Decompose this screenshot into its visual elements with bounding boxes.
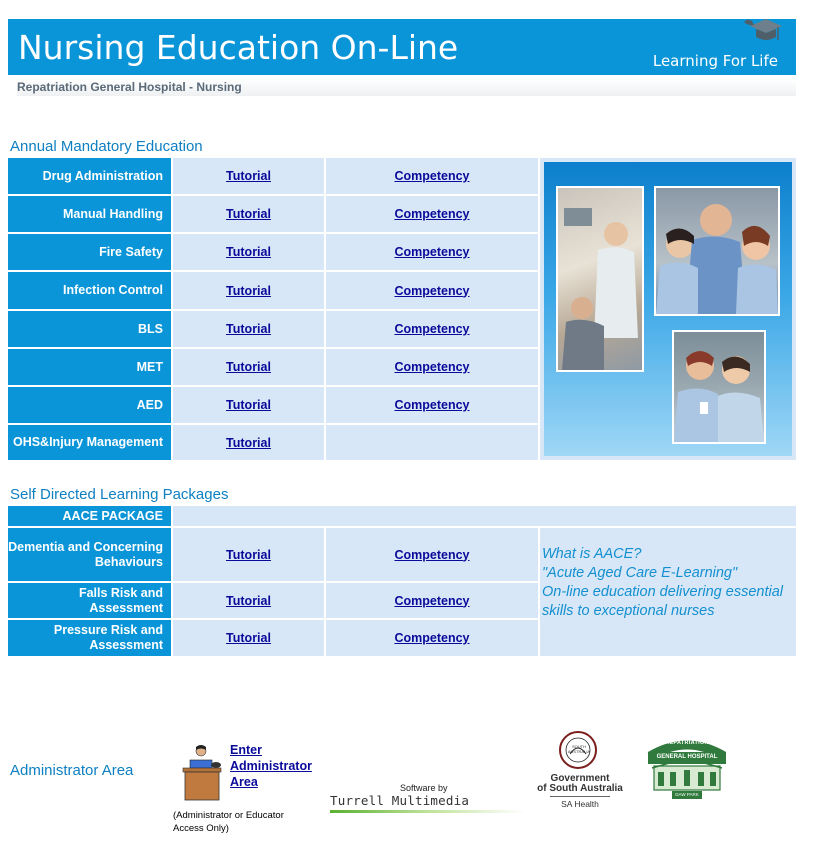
- competency-cell: [326, 349, 538, 385]
- tutorial-link-fire-safety[interactable]: Tutorial: [226, 245, 271, 259]
- row-label-fire-safety: Fire Safety: [8, 234, 171, 270]
- vendor-underline: [330, 810, 525, 813]
- aace-expansion: "Acute Aged Care E-Learning": [542, 565, 738, 581]
- tutorial-link-drug-administration[interactable]: Tutorial: [226, 169, 271, 183]
- nurse-with-patient-photo: [556, 186, 644, 372]
- tutorial-cell: [173, 528, 324, 581]
- competency-link-dementia[interactable]: Competency: [394, 547, 470, 562]
- gov-line-1: Government: [550, 773, 610, 784]
- gov-divider: [550, 796, 610, 797]
- tutorial-link-met[interactable]: Tutorial: [226, 360, 271, 374]
- competency-cell: [326, 234, 538, 270]
- nursing-team-photo: [654, 186, 780, 316]
- row-label-aed: AED: [8, 387, 171, 423]
- photo-collage-panel: [540, 158, 796, 460]
- gov-line-3: SA Health: [561, 799, 599, 809]
- enter-administrator-area-link[interactable]: Enter Administrator Area: [230, 743, 312, 789]
- administrator-area-heading: Administrator Area: [10, 762, 134, 779]
- site-title: Nursing Education On-Line: [18, 28, 459, 67]
- competency-cell: [326, 583, 538, 618]
- sa-seal-text: SOUTH AUSTRALIA: [567, 744, 591, 754]
- row-label-manual-handling: Manual Handling: [8, 196, 171, 232]
- competency-link-met[interactable]: Competency: [394, 360, 470, 374]
- row-label-bls: BLS: [8, 311, 171, 347]
- competency-cell: [326, 196, 538, 232]
- row-label-ohs-injury-management: OHS&Injury Management: [8, 425, 171, 460]
- tutorial-cell: [173, 234, 324, 270]
- rgh-top-text: REPATRIATION: [665, 740, 709, 746]
- tutorial-cell: [173, 387, 324, 423]
- tutorial-link-ohs-injury-management[interactable]: Tutorial: [226, 435, 271, 450]
- site-tagline: Learning For Life: [652, 52, 778, 70]
- tutorial-link-aed[interactable]: Tutorial: [226, 398, 271, 412]
- graduation-cap-icon: [742, 16, 784, 52]
- turrell-multimedia-logo: [330, 783, 530, 815]
- competency-link-bls[interactable]: Competency: [394, 322, 470, 336]
- row-label-falls-risk: Falls Risk and Assessment: [8, 583, 171, 618]
- annual-mandatory-heading: Annual Mandatory Education: [10, 138, 203, 155]
- competency-link-fire-safety[interactable]: Competency: [394, 245, 470, 259]
- header-banner: [8, 19, 796, 75]
- aace-package-label: AACE PACKAGE: [8, 506, 171, 526]
- tutorial-link-bls[interactable]: Tutorial: [226, 322, 271, 336]
- tutorial-cell: [173, 272, 324, 309]
- competency-cell: [326, 311, 538, 347]
- competency-cell: [326, 158, 538, 194]
- row-label-dementia: Dementia and Concerning Behaviours: [8, 528, 171, 581]
- aace-package-bar: [173, 506, 796, 526]
- tutorial-link-manual-handling[interactable]: Tutorial: [226, 207, 271, 221]
- vendor-name: Turrell Multimedia: [330, 793, 470, 808]
- competency-link-aed[interactable]: Competency: [394, 398, 470, 412]
- tutorial-cell: [173, 311, 324, 347]
- competency-cell: [326, 387, 538, 423]
- tutorial-link-pressure-risk[interactable]: Tutorial: [226, 631, 271, 645]
- rgh-bottom-text: DAW PARK: [675, 792, 699, 797]
- tutorial-cell: [173, 620, 324, 656]
- empty-competency-cell: [326, 425, 538, 460]
- software-by-label: Software by: [400, 783, 448, 793]
- row-label-pressure-risk: Pressure Risk and Assessment: [8, 620, 171, 656]
- aace-summary: On-line education delivering essential skills to exceptional nurses: [542, 584, 784, 619]
- competency-link-infection-control[interactable]: Competency: [394, 283, 470, 298]
- tutorial-cell: [173, 349, 324, 385]
- tutorial-cell: [173, 196, 324, 232]
- administrator-desk-icon[interactable]: [182, 744, 224, 802]
- competency-cell: [326, 272, 538, 309]
- competency-link-manual-handling[interactable]: Competency: [394, 207, 470, 221]
- tutorial-cell: [173, 583, 324, 618]
- tutorial-cell: [173, 158, 324, 194]
- hospital-subtitle: Repatriation General Hospital - Nursing: [17, 79, 796, 96]
- competency-cell: [326, 620, 538, 656]
- admin-access-note: (Administrator or Educator Access Only): [173, 810, 284, 834]
- repatriation-general-hospital-logo: [644, 738, 730, 800]
- tutorial-link-dementia[interactable]: Tutorial: [226, 547, 271, 562]
- aace-description: [540, 528, 796, 656]
- competency-link-drug-administration[interactable]: Competency: [394, 169, 470, 183]
- sa-government-logo: [536, 730, 626, 812]
- two-nurses-photo: [672, 330, 766, 444]
- row-label-drug-administration: Drug Administration: [8, 158, 171, 194]
- competency-link-falls-risk[interactable]: Competency: [394, 593, 470, 608]
- row-label-met: MET: [8, 349, 171, 385]
- tutorial-cell: [173, 425, 324, 460]
- rgh-mid-text: GENERAL HOSPITAL: [656, 754, 718, 760]
- tutorial-link-falls-risk[interactable]: Tutorial: [226, 593, 271, 608]
- competency-link-pressure-risk[interactable]: Competency: [394, 631, 470, 645]
- aace-question: What is AACE?: [542, 546, 642, 562]
- self-directed-heading: Self Directed Learning Packages: [10, 486, 229, 503]
- tutorial-link-infection-control[interactable]: Tutorial: [226, 283, 271, 298]
- gov-line-2: of South Australia: [537, 783, 623, 794]
- competency-cell: [326, 528, 538, 581]
- row-label-infection-control: Infection Control: [8, 272, 171, 309]
